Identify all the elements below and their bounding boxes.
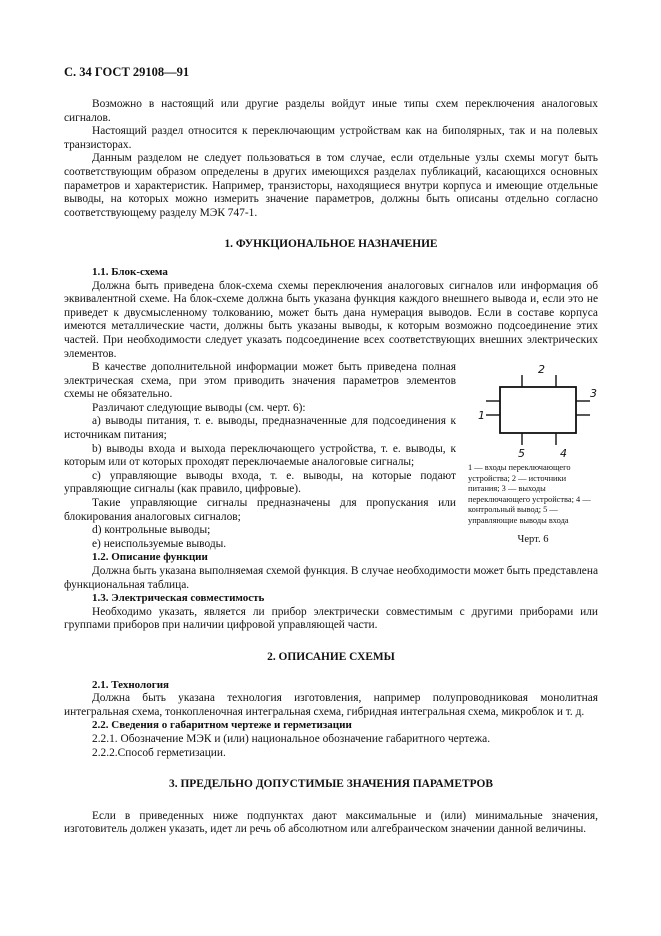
subsection-2-1-heading: 2.1. Технология: [92, 678, 169, 691]
s3-paragraph: Если в приведенных ниже подпунктах дают максимальные и (или) минимальные значения, изготовитель должен указать, идет ли речь об абсолютном или алгебраическом значении данной величины.: [64, 809, 598, 836]
section-3-heading: 3. ПРЕДЕЛЬНО ДОПУСТИМЫЕ ЗНАЧЕНИЯ ПАРАМЕТРОВ: [169, 778, 493, 791]
pin-label-4: 4: [560, 447, 567, 461]
s222-paragraph: 2.2.2.Способ герметизации.: [92, 746, 226, 759]
pin-label-3: 3: [590, 387, 597, 401]
s21-paragraph: Должна быть указана технология изготовления, например полупроводниковая монолитная интегральная схема, тонкопленочная интегральная схема, гибридная интегральная схема, микроблок и т. д.: [64, 692, 598, 718]
intro-paragraph-2: Настоящий раздел относится к переключающим устройствам как на биполярных, так и на полевых транзисторах.: [64, 125, 598, 151]
page-header: С. 34 ГОСТ 29108—91: [64, 65, 190, 79]
s11-paragraph-2: В качестве дополнительной информации может быть приведена полная электрическая схема, при этом приводить значения параметров элементов схемы не обязательно.: [64, 361, 456, 401]
pin-label-1: 1: [478, 409, 485, 423]
figure-caption: 1 — входы переключающего устройства; 2 — источники питания; 3 — выходы переключающего устройства; 4 — контрольный вывод; 5 — управляющие выводы входа: [468, 463, 591, 526]
block-diagram: [474, 361, 598, 461]
s13-paragraph: Необходимо указать, является ли прибор электрически совместимым с другими приборами или группами приборов при наличии цифровой управляющей части.: [64, 605, 598, 632]
s12-paragraph: Должна быть указана выполняемая схемой функция. В случае необходимости может быть представлена функциональная таблица.: [64, 565, 598, 591]
list-item-c: c) управляющие выводы входа, т. е. выводы, на которые подают управляющие сигналы (как правило, цифровые).: [64, 469, 456, 496]
section-2-heading: 2. ОПИСАНИЕ СХЕМЫ: [267, 650, 395, 663]
intro-paragraph-3: Данным разделом не следует пользоваться в том случае, если отдельные узлы схемы могут быть соответствующим образом определены в других имеющихся разделах публикаций, касающихся основных параметров и характеристик. Например, транзисторы, находящиеся внутри корпуса и имеющие отдельные выводы, на которых можно измерить значение параметров, должны быть описаны отдельно согласно соответствующему разделу МЭК 747-1.: [64, 152, 598, 219]
subsection-1-1-heading: 1.1. Блок-схема: [92, 265, 168, 278]
list-item-e: e) неиспользуемые выводы.: [92, 537, 227, 550]
device-body-rect: [500, 387, 576, 433]
subsection-1-3-heading: 1.3. Электрическая совместимость: [92, 592, 265, 605]
figure-label: Черт. 6: [517, 533, 549, 545]
figure-6: [468, 361, 598, 546]
subsection-2-2-heading: 2.2. Сведения о габаритном чертеже и герметизации: [92, 719, 352, 732]
pin-label-5: 5: [518, 447, 525, 461]
section-1-heading: 1. ФУНКЦИОНАЛЬНОЕ НАЗНАЧЕНИЕ: [224, 238, 438, 251]
pin-label-2: 2: [538, 363, 545, 377]
list-item-b: b) выводы входа и выхода переключающего устройства, т. е. выводы, к которым или от которых проходят переключаемые аналоговые сигналы;: [64, 442, 456, 469]
page-content: [64, 98, 598, 837]
s11-paragraph-1: Должна быть приведена блок-схема схемы переключения аналоговых сигналов или информация об эквивалентной схеме. На блок-схеме должна быть указана функция каждого внешнего вывода и, если это не приведет к двусмысленному толкованию, может быть дана нумерация выводов. Если в составе корпуса имеются металлические части, должны быть указаны выводы, к которым возможно подсоединение этих частей. При необходимости следует указать подсоединение всех соответствующих внешних электрических элементов.: [64, 279, 598, 360]
list-item-d: d) контрольные выводы;: [92, 524, 211, 537]
subsection-1-2-heading: 1.2. Описание функции: [92, 551, 208, 564]
s221-paragraph: 2.2.1. Обозначение МЭК и (или) национальное обозначение габаритного чертежа.: [92, 732, 491, 745]
s11-paragraph-4: Такие управляющие сигналы предназначены для пропускания или блокирования аналоговых сигналов;: [64, 497, 456, 523]
list-item-a: а) выводы питания, т. е. выводы, предназначенные для подсоединения к источникам питания;: [64, 415, 456, 442]
s11-paragraph-3: Различают следующие выводы (см. черт. 6):: [92, 401, 306, 414]
intro-paragraph-1: Возможно в настоящий или другие разделы войдут иные типы схем переключения аналоговых сигналов.: [64, 98, 598, 124]
